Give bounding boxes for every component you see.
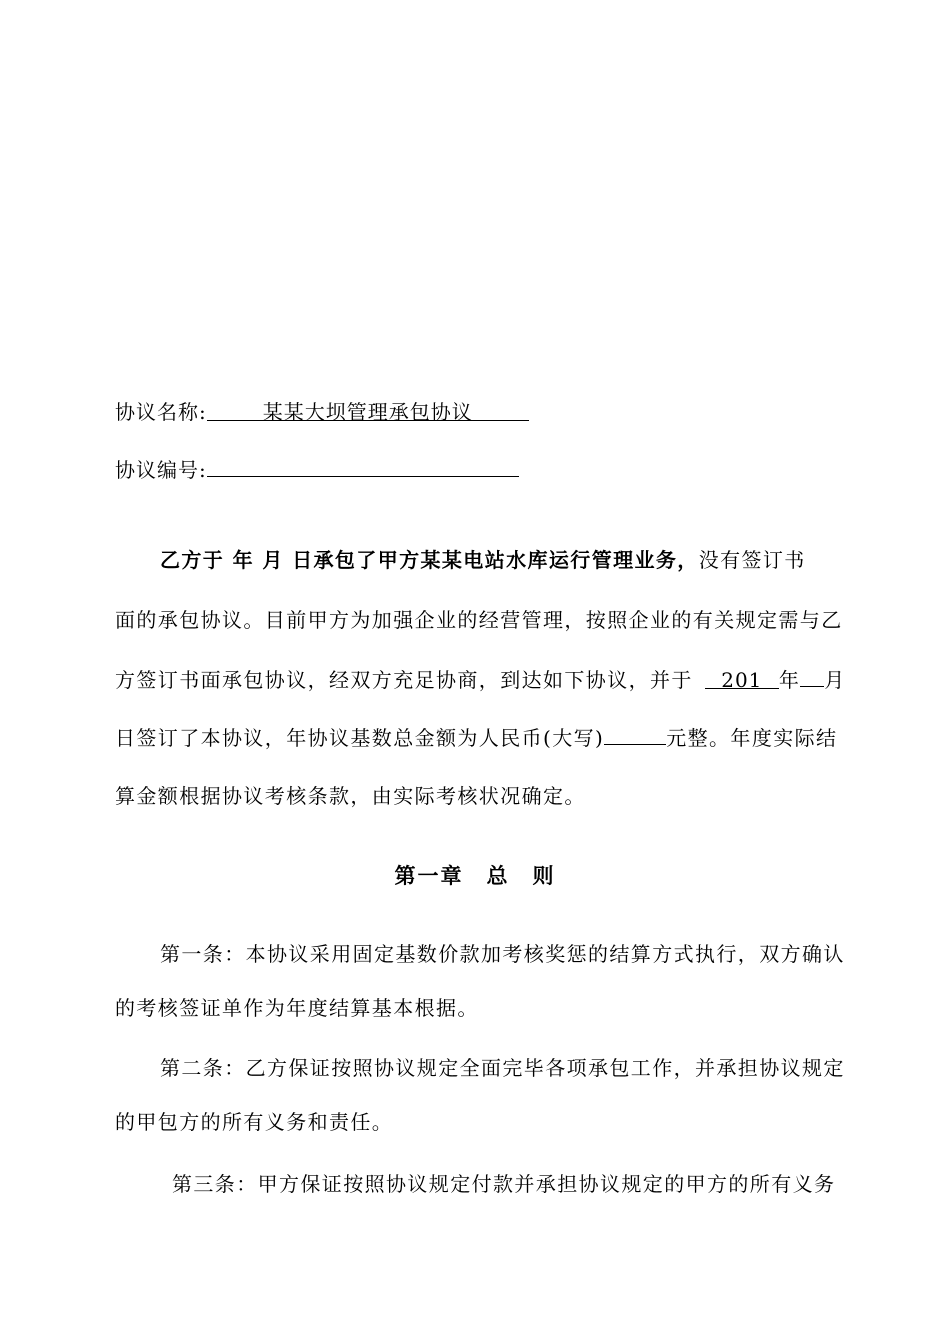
year-label: 年 [778, 668, 801, 692]
article-2-text-2: 的甲包方的所有义务和责任。 [115, 1110, 394, 1134]
amount-field [604, 722, 666, 745]
article-2-line-2 [115, 1108, 860, 1136]
preamble-bold-text: 乙方于 年 月 日承包了甲方某某电站水库运行管理业务， [160, 548, 699, 572]
agreement-name-label: 协议名称: [115, 400, 207, 424]
agreement-name-field [207, 398, 529, 424]
article-3-text-1: 第三条：甲方保证按照协议规定付款并承担协议规定的甲方的所有义务 [172, 1172, 836, 1196]
preamble-line-3 [115, 664, 860, 694]
agreement-number-label: 协议编号: [115, 458, 207, 482]
preamble-line-5-text: 算金额根据协议考核条款，由实际考核状况确定。 [115, 784, 586, 808]
article-2-text-1: 第二条：乙方保证按照协议规定全面完毕各项承包工作，并承担协议规定 [160, 1056, 845, 1080]
month-field [800, 664, 824, 687]
article-1-line-1 [160, 940, 860, 968]
preamble-line-1 [160, 546, 860, 574]
chapter-title: 第一章 总 则 [394, 863, 556, 888]
preamble-line-4-text: 日签订了本协议，年协议基数总金额为人民币(大写) [115, 726, 605, 750]
article-1-text-1: 第一条：本协议采用固定基数价款加考核奖惩的结算方式执行，双方确认 [160, 942, 845, 966]
preamble-line-4-end: 元整。年度实际结 [666, 726, 838, 750]
preamble-line-3-text: 方签订书面承包协议，经双方充足协商，到达如下协议，并于 [115, 668, 693, 692]
preamble-line-2 [115, 606, 860, 634]
article-1-line-2 [115, 994, 860, 1022]
preamble-line-4 [115, 722, 860, 752]
agreement-name-row [115, 398, 860, 426]
year-value: 201 [721, 668, 763, 692]
agreement-number-row [115, 454, 860, 484]
article-1-text-2: 的考核签证单作为年度结算基本根据。 [115, 996, 479, 1020]
month-label: 月 [824, 668, 846, 692]
agreement-number-field [207, 454, 519, 477]
preamble-line-2-text: 面的承包协议。目前甲方为加强企业的经营管理，按照企业的有关规定需与乙 [115, 608, 843, 632]
year-field [705, 666, 779, 692]
agreement-name-value: 某某大坝管理承包协议 [262, 400, 473, 424]
preamble-line-1-rest: 没有签订书 [698, 548, 806, 572]
article-3-line-1 [172, 1170, 860, 1198]
article-2-line-1 [160, 1054, 860, 1082]
preamble-line-5 [115, 782, 860, 810]
